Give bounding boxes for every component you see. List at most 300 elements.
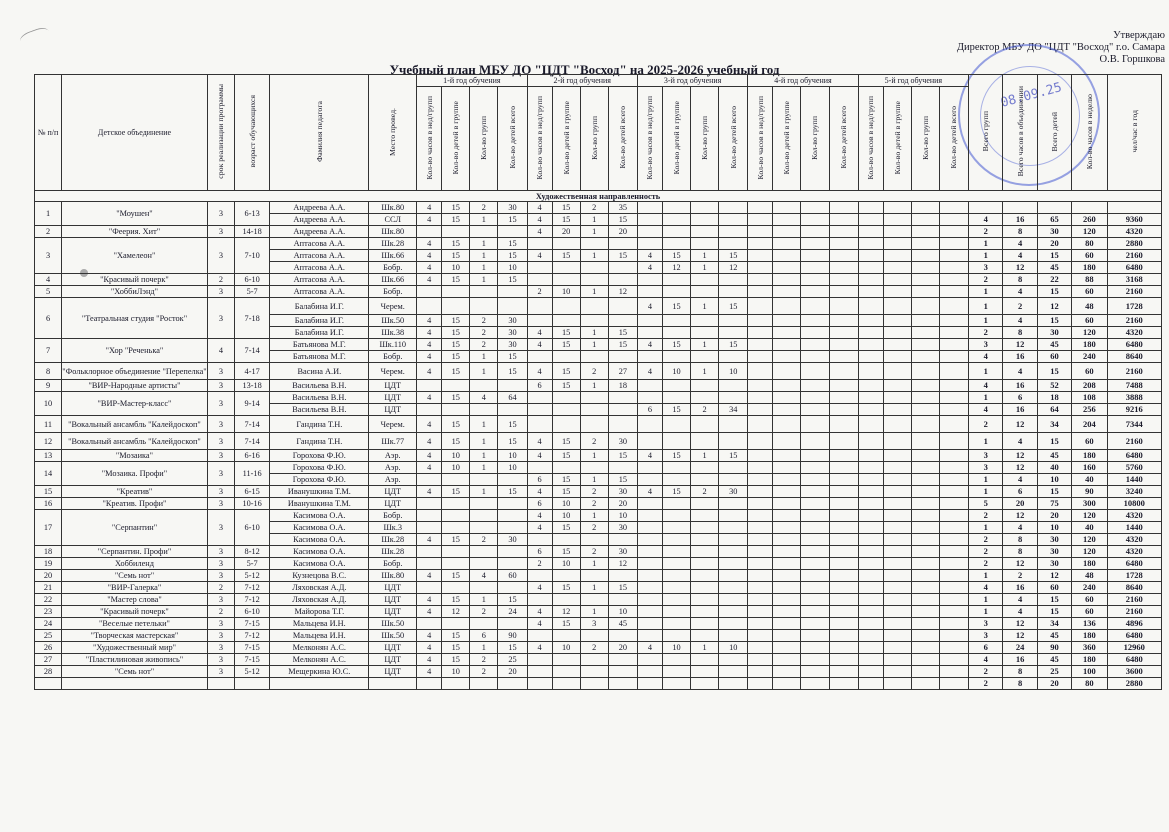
- total-cell: 1: [969, 474, 1003, 486]
- year5-cell: [911, 474, 939, 486]
- age-range: 11-16: [234, 462, 269, 486]
- year3-cell: 4: [637, 339, 662, 351]
- year5-cell: [883, 546, 911, 558]
- year5-cell: [939, 351, 968, 363]
- year2-cell: 15: [552, 522, 580, 534]
- year2-cell: 15: [552, 546, 580, 558]
- year4-cell: [748, 298, 773, 315]
- age-range: 9-14: [234, 392, 269, 416]
- total-cell: 4896: [1107, 618, 1161, 630]
- subheader-y2-c3: [580, 87, 608, 191]
- year2-cell: 15: [552, 433, 580, 450]
- total-cell: 1: [969, 286, 1003, 298]
- teacher-name: Касимова О.А.: [270, 534, 369, 546]
- association-name: "ВИР-Народные артисты": [62, 380, 208, 392]
- total-cell: 4: [1003, 594, 1037, 606]
- venue: ЦДТ: [369, 380, 417, 392]
- association-name: "Красивый почерк": [62, 606, 208, 618]
- year3-cell: [662, 315, 690, 327]
- year4-cell: [748, 486, 773, 498]
- total-cell: 6480: [1107, 630, 1161, 642]
- year1-cell: [470, 474, 498, 486]
- year2-cell: 2: [580, 642, 608, 654]
- year2-cell: [527, 594, 552, 606]
- year1-cell: [498, 498, 527, 510]
- row-number: 21: [35, 582, 62, 594]
- year5-cell: [883, 462, 911, 474]
- year3-cell: [691, 546, 719, 558]
- term-years: 3: [207, 202, 234, 226]
- total-cell: 108: [1072, 392, 1107, 404]
- teacher-name: Касимова О.А.: [270, 558, 369, 570]
- year5-cell: [883, 522, 911, 534]
- year5-cell: [883, 298, 911, 315]
- year1-cell: [442, 298, 470, 315]
- year2-cell: [527, 315, 552, 327]
- year3-cell: [719, 351, 748, 363]
- year1-cell: 4: [417, 315, 442, 327]
- year5-cell: [939, 274, 968, 286]
- total-cell: 8640: [1107, 582, 1161, 594]
- year3-cell: 4: [637, 298, 662, 315]
- year1-cell: [417, 558, 442, 570]
- teacher-name: Кузнецова В.С.: [270, 570, 369, 582]
- year5-cell: [858, 522, 883, 534]
- year3-cell: [719, 214, 748, 226]
- year3-cell: [719, 666, 748, 678]
- total-cell: 1: [969, 315, 1003, 327]
- association-name: [62, 678, 208, 690]
- year2-cell: 1: [580, 510, 608, 522]
- year2-cell: [527, 534, 552, 546]
- total-cell: 136: [1072, 618, 1107, 630]
- year4-cell: [773, 351, 801, 363]
- year1-cell: 4: [470, 392, 498, 404]
- year5-cell: [858, 416, 883, 433]
- year4-cell: [829, 498, 858, 510]
- year5-cell: [911, 666, 939, 678]
- year5-cell: [939, 392, 968, 404]
- term-years: 3: [207, 238, 234, 274]
- year5-cell: [883, 380, 911, 392]
- year5-cell: [858, 339, 883, 351]
- year2-cell: 15: [552, 250, 580, 262]
- term-years: 3: [207, 498, 234, 510]
- venue: ЦДТ: [369, 582, 417, 594]
- year3-cell: [691, 416, 719, 433]
- table-row: [35, 450, 1162, 462]
- venue: ЦДТ: [369, 642, 417, 654]
- age-range: 5-12: [234, 666, 269, 678]
- year1-cell: [417, 522, 442, 534]
- age-range: 7-14: [234, 416, 269, 433]
- total-cell: 3600: [1107, 666, 1161, 678]
- year4-cell: [829, 486, 858, 498]
- year2-cell: [608, 262, 637, 274]
- section-row: [35, 191, 1162, 202]
- year2-cell: [580, 315, 608, 327]
- total-cell: 7488: [1107, 380, 1161, 392]
- year2-cell: [580, 238, 608, 250]
- venue: Бобр.: [369, 262, 417, 274]
- header-hours-week: [1072, 75, 1107, 191]
- year3-cell: [662, 433, 690, 450]
- row-number: 12: [35, 433, 62, 450]
- year2-cell: [608, 630, 637, 642]
- year2-cell: [527, 462, 552, 474]
- association-name: "Творческая мастерская": [62, 630, 208, 642]
- year3-cell: [637, 327, 662, 339]
- total-cell: 52: [1037, 380, 1071, 392]
- year3-cell: [691, 327, 719, 339]
- year2-cell: [580, 630, 608, 642]
- year1-cell: [498, 522, 527, 534]
- subheader-y5-c4: [939, 87, 968, 191]
- venue: Шк.38: [369, 327, 417, 339]
- subheader-label: Кол-во детей всего: [618, 106, 628, 169]
- total-cell: 240: [1072, 351, 1107, 363]
- year1-cell: 30: [498, 202, 527, 214]
- year1-cell: 4: [417, 416, 442, 433]
- teacher-name: Васильева В.Н.: [270, 392, 369, 404]
- year5-cell: [883, 433, 911, 450]
- year1-cell: 30: [498, 339, 527, 351]
- year2-cell: [552, 654, 580, 666]
- year3-cell: [662, 618, 690, 630]
- row-number: 2: [35, 226, 62, 238]
- total-cell: 8: [1003, 546, 1037, 558]
- total-cell: 208: [1072, 380, 1107, 392]
- year1-cell: 1: [470, 274, 498, 286]
- year4-cell: [773, 250, 801, 262]
- year1-cell: 10: [498, 262, 527, 274]
- table-row: [35, 654, 1162, 666]
- subheader-label: Кол-во детей в группе: [451, 100, 461, 175]
- header-year-2: 2-й год обучения: [527, 75, 637, 87]
- total-cell: 6480: [1107, 339, 1161, 351]
- year2-cell: 4: [527, 642, 552, 654]
- age-range: 10-16: [234, 498, 269, 510]
- year4-cell: [773, 327, 801, 339]
- year4-cell: [773, 214, 801, 226]
- total-cell: 4: [1003, 315, 1037, 327]
- year4-cell: [748, 546, 773, 558]
- year5-cell: [939, 404, 968, 416]
- year4-cell: [748, 363, 773, 380]
- term-years: 3: [207, 558, 234, 570]
- total-cell: 2: [969, 678, 1003, 690]
- year1-cell: 1: [470, 416, 498, 433]
- year2-cell: [527, 678, 552, 690]
- year1-cell: 4: [417, 534, 442, 546]
- term-years: 3: [207, 298, 234, 339]
- year5-cell: [939, 202, 968, 214]
- year5-cell: [939, 582, 968, 594]
- term-years: 3: [207, 226, 234, 238]
- total-cell: 4: [969, 582, 1003, 594]
- year3-cell: [662, 274, 690, 286]
- year1-cell: 15: [442, 202, 470, 214]
- total-cell: 18: [1037, 392, 1071, 404]
- year1-cell: 1: [470, 433, 498, 450]
- year3-cell: [691, 558, 719, 570]
- year2-cell: 4: [527, 510, 552, 522]
- total-cell: 12: [1037, 570, 1071, 582]
- total-cell: 5: [969, 498, 1003, 510]
- venue: ЦДТ: [369, 404, 417, 416]
- year3-cell: 10: [662, 363, 690, 380]
- total-cell: 60: [1072, 363, 1107, 380]
- total-cell: 90: [1072, 486, 1107, 498]
- year1-cell: [498, 404, 527, 416]
- year1-cell: 4: [417, 486, 442, 498]
- year1-cell: 1: [470, 214, 498, 226]
- year3-cell: 34: [719, 404, 748, 416]
- year1-cell: 15: [442, 327, 470, 339]
- year2-cell: [552, 274, 580, 286]
- year4-cell: [801, 286, 829, 298]
- year1-cell: 4: [417, 339, 442, 351]
- year3-cell: [662, 534, 690, 546]
- year3-cell: [662, 474, 690, 486]
- total-cell: 1: [969, 250, 1003, 262]
- total-cell: 180: [1072, 339, 1107, 351]
- row-number: 5: [35, 286, 62, 298]
- year2-cell: 4: [527, 327, 552, 339]
- year5-cell: [911, 202, 939, 214]
- total-cell: 1728: [1107, 298, 1161, 315]
- total-cell: 204: [1072, 416, 1107, 433]
- year5-cell: [883, 392, 911, 404]
- subheader-y1-c2: [442, 87, 470, 191]
- year2-cell: [527, 416, 552, 433]
- year1-cell: [470, 298, 498, 315]
- table-row: [35, 594, 1162, 606]
- year2-cell: 4: [527, 522, 552, 534]
- row-number: 18: [35, 546, 62, 558]
- age-range: 7-14: [234, 433, 269, 450]
- teacher-name: Касимова О.А.: [270, 546, 369, 558]
- term-years: 3: [207, 392, 234, 416]
- year5-cell: [883, 250, 911, 262]
- year1-cell: 1: [470, 363, 498, 380]
- association-name: "Веселые петельки": [62, 618, 208, 630]
- total-cell: 1: [969, 486, 1003, 498]
- teacher-name: Иванушкина Т.М.: [270, 486, 369, 498]
- year3-cell: [662, 678, 690, 690]
- year3-cell: [662, 202, 690, 214]
- total-cell: 2: [969, 510, 1003, 522]
- total-cell: 88: [1072, 274, 1107, 286]
- year3-cell: [719, 570, 748, 582]
- association-name: "Семь нот": [62, 666, 208, 678]
- year3-cell: [691, 238, 719, 250]
- teacher-name: Андреева А.А.: [270, 202, 369, 214]
- year4-cell: [773, 570, 801, 582]
- subheader-label: Кол-во детей в группе: [892, 100, 902, 175]
- year1-cell: [470, 510, 498, 522]
- year1-cell: 30: [498, 534, 527, 546]
- age-range: 7-12: [234, 630, 269, 642]
- header-total-hours: [1003, 75, 1037, 191]
- teacher-name: Батьянова М.Г.: [270, 351, 369, 363]
- total-cell: 2160: [1107, 250, 1161, 262]
- total-cell: 8640: [1107, 351, 1161, 363]
- year1-cell: [442, 510, 470, 522]
- year2-cell: 27: [608, 363, 637, 380]
- year4-cell: [829, 214, 858, 226]
- term-years: [207, 678, 234, 690]
- total-cell: 15: [1037, 315, 1071, 327]
- year2-cell: [608, 274, 637, 286]
- venue: Аэр.: [369, 450, 417, 462]
- year4-cell: [748, 250, 773, 262]
- association-name: "Художественный мир": [62, 642, 208, 654]
- term-years: 2: [207, 606, 234, 618]
- year4-cell: [829, 642, 858, 654]
- total-cell: 16: [1003, 214, 1037, 226]
- total-cell: 30: [1037, 226, 1071, 238]
- year3-cell: [662, 462, 690, 474]
- year4-cell: [748, 416, 773, 433]
- year4-cell: [801, 630, 829, 642]
- year1-cell: 4: [417, 462, 442, 474]
- term-years: 3: [207, 462, 234, 486]
- year2-cell: 2: [580, 363, 608, 380]
- year3-cell: [662, 351, 690, 363]
- section-title: Художественная направленность: [35, 191, 1162, 202]
- row-number: 1: [35, 202, 62, 226]
- total-cell: 1: [969, 570, 1003, 582]
- year5-cell: [858, 462, 883, 474]
- venue: Бобр.: [369, 510, 417, 522]
- total-cell: 4: [1003, 522, 1037, 534]
- subheader-y2-c1: [527, 87, 552, 191]
- year5-cell: [939, 546, 968, 558]
- year3-cell: [637, 315, 662, 327]
- year2-cell: [552, 678, 580, 690]
- year4-cell: [829, 678, 858, 690]
- year1-cell: 4: [417, 274, 442, 286]
- year2-cell: 2: [580, 522, 608, 534]
- year1-cell: 1: [470, 486, 498, 498]
- year1-cell: [417, 226, 442, 238]
- year1-cell: 10: [442, 666, 470, 678]
- year3-cell: [691, 286, 719, 298]
- year4-cell: [829, 298, 858, 315]
- total-cell: 80: [1072, 238, 1107, 250]
- row-number: 26: [35, 642, 62, 654]
- year4-cell: [748, 404, 773, 416]
- year3-cell: 12: [662, 262, 690, 274]
- year3-cell: [637, 522, 662, 534]
- year2-cell: 2: [580, 546, 608, 558]
- year3-cell: [719, 286, 748, 298]
- year3-cell: [637, 380, 662, 392]
- total-cell: 100: [1072, 666, 1107, 678]
- year3-cell: [719, 274, 748, 286]
- year1-cell: 15: [442, 363, 470, 380]
- year5-cell: [939, 666, 968, 678]
- table-row: [35, 462, 1162, 474]
- year4-cell: [829, 274, 858, 286]
- header-total-hours-label: Всего часов в объединении: [1015, 86, 1025, 177]
- age-range: 5-12: [234, 570, 269, 582]
- year4-cell: [829, 450, 858, 462]
- venue: ЦДТ: [369, 498, 417, 510]
- year5-cell: [939, 570, 968, 582]
- year1-cell: [442, 522, 470, 534]
- year5-cell: [911, 380, 939, 392]
- year4-cell: [829, 339, 858, 351]
- year4-cell: [773, 474, 801, 486]
- term-years: 4: [207, 339, 234, 363]
- year4-cell: [829, 570, 858, 582]
- year2-cell: 4: [527, 486, 552, 498]
- year1-cell: [470, 582, 498, 594]
- total-cell: 20: [1037, 678, 1071, 690]
- year3-cell: [691, 433, 719, 450]
- year2-cell: 4: [527, 363, 552, 380]
- year5-cell: [858, 510, 883, 522]
- row-number: 7: [35, 339, 62, 363]
- year4-cell: [773, 558, 801, 570]
- year4-cell: [748, 534, 773, 546]
- year5-cell: [939, 226, 968, 238]
- total-cell: 45: [1037, 450, 1071, 462]
- year3-cell: [637, 474, 662, 486]
- total-cell: 40: [1072, 474, 1107, 486]
- year3-cell: 1: [691, 450, 719, 462]
- total-cell: 180: [1072, 558, 1107, 570]
- teacher-name: Андреева А.А.: [270, 226, 369, 238]
- year3-cell: [662, 606, 690, 618]
- total-cell: 4: [1003, 606, 1037, 618]
- teacher-name: Касимова О.А.: [270, 510, 369, 522]
- year5-cell: [939, 380, 968, 392]
- total-cell: 8: [1003, 226, 1037, 238]
- subheader-y4-c3: [801, 87, 829, 191]
- year4-cell: [829, 654, 858, 666]
- teacher-name: [270, 678, 369, 690]
- row-number: 19: [35, 558, 62, 570]
- year4-cell: [773, 392, 801, 404]
- total-cell: 12: [1003, 462, 1037, 474]
- year5-cell: [883, 315, 911, 327]
- year1-cell: 4: [417, 392, 442, 404]
- association-name: "Вокальный ансамбль "Калейдоскоп": [62, 416, 208, 433]
- year5-cell: [911, 546, 939, 558]
- total-cell: 16: [1003, 404, 1037, 416]
- year3-cell: 15: [662, 250, 690, 262]
- year3-cell: [691, 594, 719, 606]
- header-assoc: Детское объединение: [62, 75, 208, 191]
- total-cell: 2: [969, 558, 1003, 570]
- year2-cell: [552, 630, 580, 642]
- curriculum-table: [34, 74, 1162, 690]
- total-cell: 15: [1037, 606, 1071, 618]
- year4-cell: [748, 226, 773, 238]
- subheader-y3-c3: [691, 87, 719, 191]
- association-name: "Серпантин. Профи": [62, 546, 208, 558]
- row-number: 16: [35, 498, 62, 510]
- year1-cell: [498, 546, 527, 558]
- year5-cell: [858, 404, 883, 416]
- year1-cell: 15: [498, 214, 527, 226]
- teacher-name: Мелконян А.С.: [270, 654, 369, 666]
- year2-cell: 15: [608, 339, 637, 351]
- year1-cell: [442, 582, 470, 594]
